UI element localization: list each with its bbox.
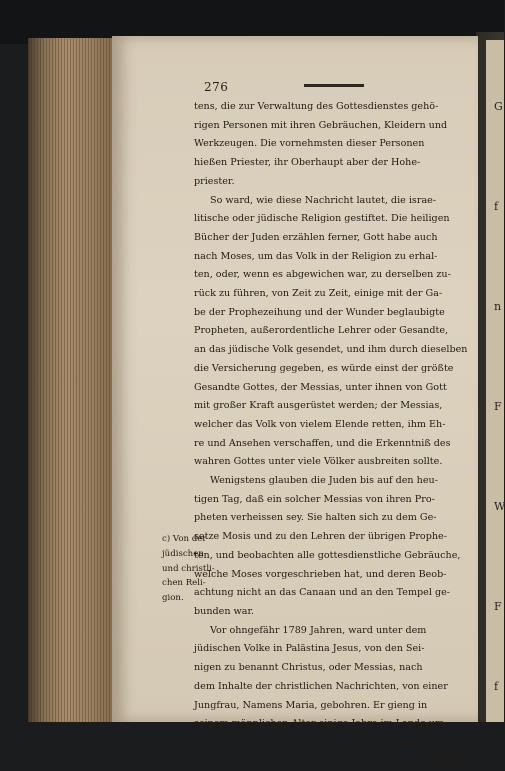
text-line: pheten verheissen sey. Sie halten sich zu dem Ge- (194, 512, 437, 524)
sliver-letter: F (494, 400, 502, 413)
text-line: her und lehrte, er sey der Messias, der eingebohrne (194, 736, 448, 748)
sliver-letter: G (494, 100, 503, 113)
text-line: Gesandte Gottes, der Messias, unter ihnen von Gott (194, 381, 447, 393)
text-line: jüdischen Volke in Palästina Jesus, von den Sei- (194, 643, 425, 655)
margin-note-line: chen Reli- (162, 578, 206, 589)
text-line: nigen zu benannt Christus, oder Messias, nach (194, 662, 423, 674)
text-line: tigen Tag, daß ein solcher Messias von ihren Pro- (194, 493, 435, 505)
text-line: ten, und beobachten alle gottesdienstliche Gebräuche, (194, 549, 461, 561)
text-line: Bücher der Juden erzählen ferner, Gott habe auch (194, 231, 438, 243)
text-line: rück zu führen, von Zeit zu Zeit, einige mit der Ga- (194, 288, 443, 300)
text-line: Vor ohngefähr 1789 Jahren, ward unter dem (210, 624, 427, 636)
sliver-letter: F (494, 600, 502, 613)
text-line: Propheten, außerordentliche Lehrer oder Gesandte, (194, 325, 449, 337)
text-line: bunden war. (194, 605, 255, 617)
text-line: dem Inhalte der christlichen Nachrichten, von einer (194, 680, 448, 692)
text-line: wahren Gottes unter viele Völker ausbreiten sollte. (194, 456, 443, 468)
page-number: 276 (204, 80, 229, 94)
text-line: mit großer Kraft ausgerüstet werden; der Messias, (194, 400, 443, 412)
next-page-sliver (486, 40, 504, 722)
margin-note (162, 532, 215, 606)
text-line: hießen Priester, ihr Oberhaupt aber der Hohe- (194, 157, 421, 169)
text-line: Sohn (435, 755, 460, 767)
text-line: priester. (194, 175, 235, 187)
sliver-letter: f (494, 680, 499, 693)
text-line: Jungfrau, Namens Maria, gebohren. Er gieng in (194, 699, 428, 711)
sliver-letter: W (494, 500, 505, 513)
text-line: achtung nicht an das Canaan und an den Tempel ge- (194, 587, 451, 599)
text-line: tens, die zur Verwaltung des Gottesdienstes gehö- (194, 101, 439, 112)
text-line: welche Moses vorgeschrieben hat, und deren Beob- (194, 568, 447, 580)
header-rule (304, 84, 364, 87)
body-text (194, 98, 468, 771)
page-stack-edge (28, 38, 120, 722)
text-line: welcher das Volk von vielem Elende retten, ihm Eh- (194, 418, 446, 430)
text-line: an das jüdische Volk gesendet, und ihm durch dieselben (194, 344, 468, 356)
margin-note-line: c) Von der (162, 534, 207, 544)
text-line: Wenigstens glauben die Juden bis auf den heu- (210, 475, 438, 487)
sliver-letter: f (494, 200, 499, 213)
margin-note-line: und christli- (162, 563, 215, 574)
text-line: seinem männlichen Alter einige Jahre im Lande um- (194, 718, 448, 730)
text-line: nach Moses, um das Volk in der Religion zu erhal- (194, 250, 438, 262)
text-line: rigen Personen mit ihren Gebräuchen, Kleidern und (194, 119, 448, 131)
text-line: Werkzeugen. Die vornehmsten dieser Personen (194, 138, 425, 150)
text-line: litische oder jüdische Religion gestiftet. Die heiligen (194, 213, 450, 225)
text-line: re und Ansehen verschaffen, und die Erkenntniß des (194, 437, 451, 449)
text-line: setze Mosis und zu den Lehren der übrigen Prophe- (194, 531, 447, 543)
sliver-letter: n (494, 300, 502, 313)
text-line: die Versicherung gegeben, es würde einst der größte (194, 362, 454, 374)
text-line: ten, oder, wenn es abgewichen war, zu derselben zu- (194, 269, 451, 281)
text-line: be der Prophezeihung und der Wunder beglaubigte (194, 306, 445, 318)
text-line: So ward, wie diese Nachricht lautet, die israe- (210, 194, 437, 206)
margin-note-line: jüdischen (162, 548, 204, 559)
margin-note-line: gion. (162, 593, 184, 604)
